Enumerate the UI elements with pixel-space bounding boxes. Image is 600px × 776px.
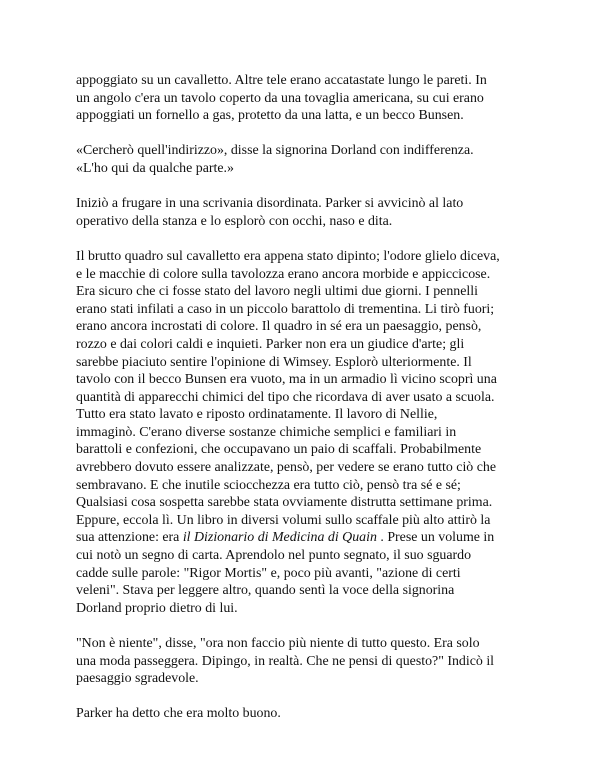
text-line: e le macchie di colore sulla tavolozza erano ancora morbide e appiccicose. xyxy=(76,266,491,282)
paragraph-4 xyxy=(76,248,536,617)
text-line: Era sicuro che ci fosse stato del lavoro negli ultimi due giorni. I pennelli xyxy=(76,284,478,300)
text-line: appoggiati un fornello a gas, protetto da una latta, e un becco Bunsen. xyxy=(76,108,464,124)
text-line: un angolo c'era un tavolo coperto da una tovaglia americana, su cui erano xyxy=(76,90,484,106)
text-line: Iniziò a frugare in una scrivania disordinata. Parker si avvicinò al lato xyxy=(76,196,464,212)
text-line: Tutto era stato lavato e riposto ordinatamente. Il lavoro di Nellie, xyxy=(76,407,438,423)
text-line: avrebbero dovuto essere analizzate, pensò, per vedere se erano tutto ciò che xyxy=(76,460,496,476)
text-line: erano ancora incrostati di colore. Il quadro in sé era un paesaggio, pensò, xyxy=(76,319,482,335)
text-line: quantità di apparecchi chimici del tipo che ricordava di aver usato a scuola. xyxy=(76,389,495,405)
text-line: Parker ha detto che era molto buono. xyxy=(76,706,281,722)
text-line: erano stati infilati a caso in un piccolo barattolo di trementina. Li tirò fuori; xyxy=(76,301,495,317)
text-line: sembravano. E che inutile sciocchezza era tutto ciò, pensò tra sé e sé; xyxy=(76,477,461,493)
document-page xyxy=(76,72,536,723)
text-line: rozzo e dai colori caldi e inquieti. Parker non era un giudice d'arte; gli xyxy=(76,336,465,352)
paragraph-6 xyxy=(76,705,536,723)
book-title: il Dizionario di Medicina di Quain xyxy=(182,530,377,546)
text-line: cadde sulle parole: "Rigor Mortis" e, poco più avanti, "azione di certi xyxy=(76,565,461,581)
text-line: barattoli e confezioni, che occupavano un paio di scaffali. Probabilmente xyxy=(76,442,482,458)
text-line: veleni". Stava per leggere altro, quando sentì la voce della signorina xyxy=(76,583,455,599)
text-line: una moda passeggera. Dipingo, in realtà. Che ne pensi di questo?" Indicò il xyxy=(76,653,495,669)
text-line: «Cercherò quell'indirizzo», disse la signorina Dorland con indifferenza. xyxy=(76,143,474,159)
paragraph-3 xyxy=(76,195,536,230)
text-run: sua attenzione: era xyxy=(76,530,183,546)
text-line: Eppure, eccola lì. Un libro in diversi volumi sullo scaffale più alto attirò la xyxy=(76,512,491,528)
text-line: cui notò un segno di carta. Aprendolo nel punto segnato, il suo sguardo xyxy=(76,548,472,564)
paragraph-1 xyxy=(76,72,536,125)
text-line: "Non è niente", disse, "ora non faccio più niente di tutto questo. Era solo xyxy=(76,636,480,651)
text-line-with-title xyxy=(76,529,536,547)
text-line: Dorland proprio dietro di lui. xyxy=(76,600,238,616)
text-line: sarebbe piaciuto sentire l'opinione di Wimsey. Esplorò ulteriormente. Il xyxy=(76,354,472,370)
text-line: appoggiato su un cavalletto. Altre tele erano accatastate lungo le pareti. In xyxy=(76,73,487,88)
text-line: Qualsiasi cosa sospetta sarebbe stata ovviamente distrutta settimane prima. xyxy=(76,495,493,511)
paragraph-5 xyxy=(76,635,536,688)
text-line: «L'ho qui da qualche parte.» xyxy=(76,160,234,176)
paragraph-2 xyxy=(76,142,536,177)
text-line: tavolo con il becco Bunsen era vuoto, ma in un armadio lì vicino scoprì una xyxy=(76,372,497,388)
text-run: . Prese un volume in xyxy=(376,530,495,546)
text-line: Il brutto quadro sul cavalletto era appena stato dipinto; l'odore glielo diceva, xyxy=(76,248,500,264)
text-line: immaginò. C'erano diverse sostanze chimiche semplici e familiari in xyxy=(76,424,457,440)
text-line: operativo della stanza e lo esplorò con occhi, naso e dita. xyxy=(76,213,393,229)
text-line: paesaggio sgradevole. xyxy=(76,671,199,687)
